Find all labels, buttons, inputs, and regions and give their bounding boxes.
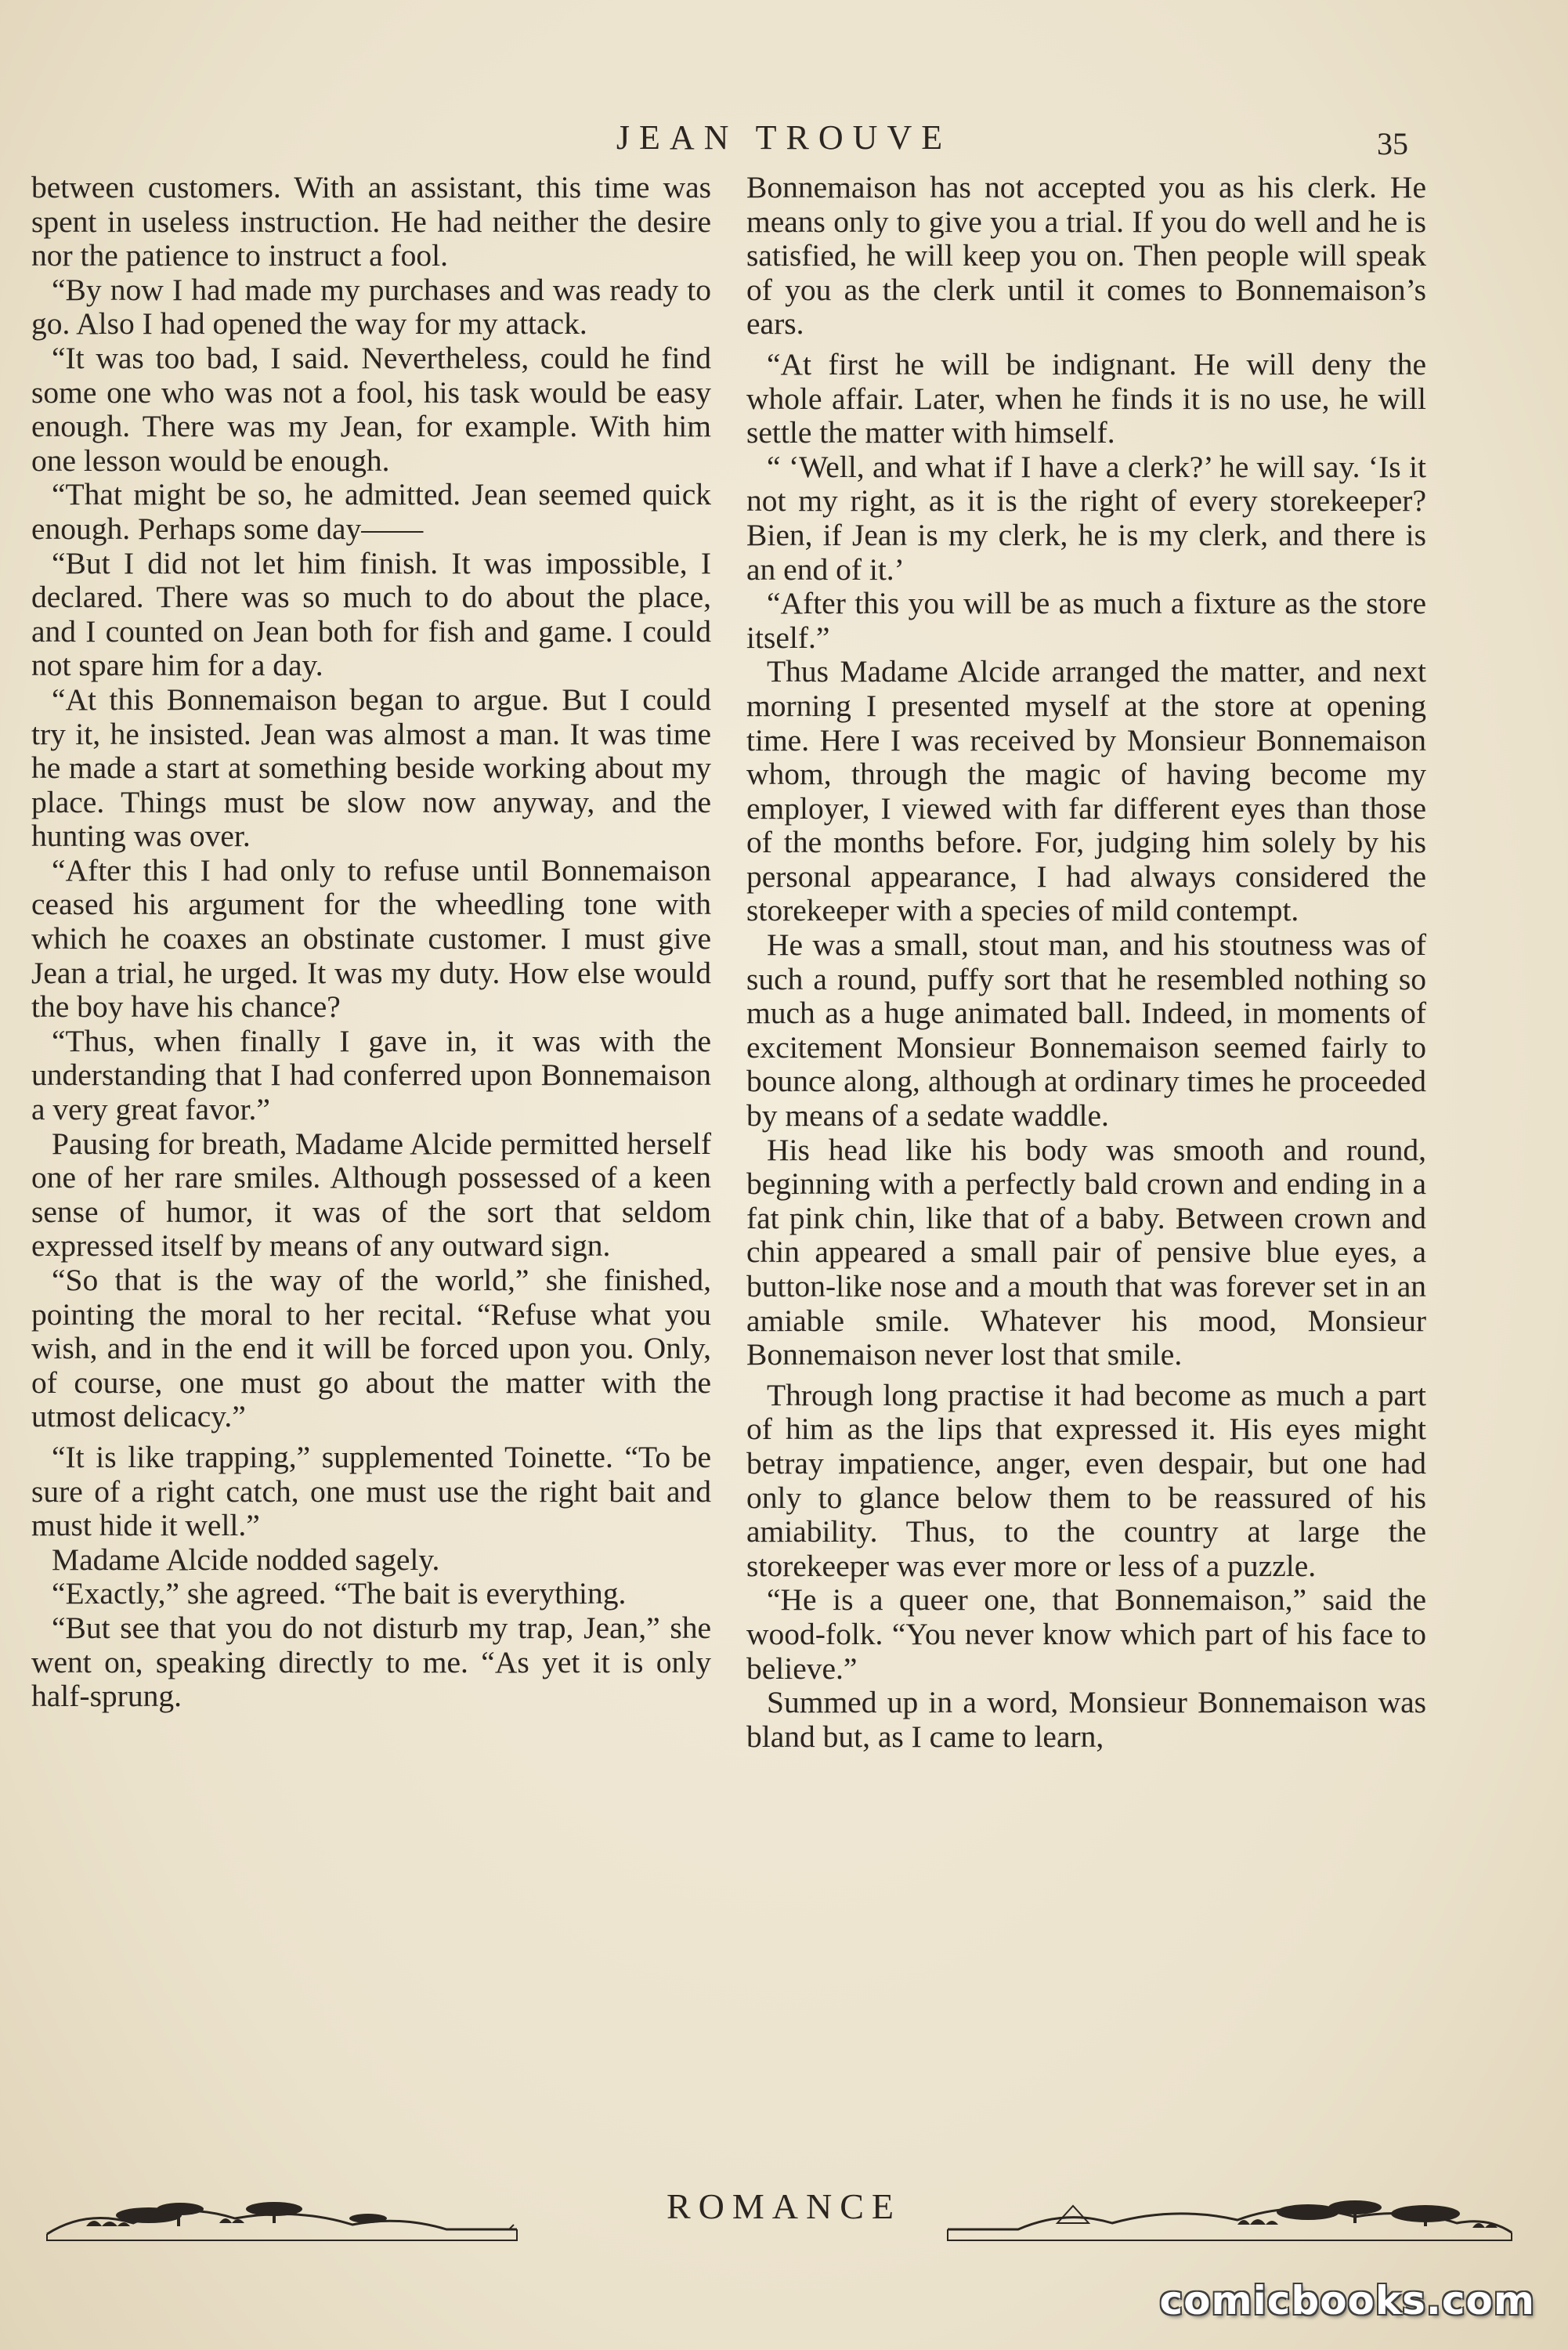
paragraph: “Thus, when finally I gave in, it was with the understanding that I had conferred upon Bonnemaison a very great favor.” [31,1023,711,1127]
paragraph: He was a small, stout man, and his stoutness was of such a round, puffy sort that he resembled nothing so much as a huge animated ball. Indeed, in moments of excitement Monsieur Bonnemaison seemed fairly to bounce along, although at ordinary times he proceeded by means of a sedate waddle. [746,927,1426,1133]
paragraph: between customers. With an assistant, this time was spent in useless instruction. He had neither the desire nor the patience to instruct a fool. [31,170,711,273]
paragraph: “By now I had made my purchases and was ready to go. Also I had opened the way for my attack. [31,272,711,342]
paragraph: “It was too bad, I said. Nevertheless, could he find some one who was not a fool, his task would be easy enough. There was my Jean, for example. With him one lesson would be enough. [31,340,711,478]
paragraph: His head like his body was smooth and round, beginning with a perfectly bald crown and ending in a fat pink chin, like that of a baby. Between crown and chin appeared a small pair of pensive blue eyes, a button-like nose and a mouth that was forever set in an amiable smile. Whatever his mood, Monsieur Bonnemaison never lost that smile. [746,1132,1426,1372]
paragraph: Through long practise it had become as much a part of him as the lips that expressed it. His eyes might betray impatience, anger, even despair, but one had only to glance below them to be reassured of his amiability. Thus, to the country at large the storekeeper was ever more or less of a puzzle. [746,1377,1426,1583]
paragraph: “But see that you do not disturb my trap, Jean,” she went on, speaking directly to me. “As yet it is only half-sprung. [31,1610,711,1714]
paragraph: “At first he will be indignant. He will deny the whole affair. Later, when he finds it is no use, he will settle the matter with himself. [746,346,1426,450]
paragraph: Madame Alcide nodded sagely. [52,1542,440,1577]
page-number: 35 [1377,126,1408,161]
page-footer [0,2162,1568,2248]
paragraph: “At this Bonnemaison began to argue. But I could try it, he insisted. Jean was almost a man. It was time he made a start at something beside working about my place. Things must be slow now anyway, and the hunting was over. [31,682,711,854]
paragraph: “Exactly,” she agreed. “The bait is everything. [52,1576,627,1611]
paragraph: Bonnemaison has not accepted you as his clerk. He means only to give you a trial. If you do well and he is satisfied, he will keep you on. Then people will speak of you as the clerk until it comes to Bonnemaison’s ears. [746,170,1426,342]
paragraph: “That might be so, he admitted. Jean seemed quick enough. Perhaps some day—— [31,477,711,546]
landscape-vignette-right [940,2178,1519,2248]
watermark-logo: comicbooks.com [1159,2278,1535,2323]
magazine-title: ROMANCE [666,2186,902,2226]
paragraph: Summed up in a word, Monsieur Bonnemaison was bland but, as I came to learn, [746,1685,1426,1754]
paragraph: “After this you will be as much a fixture as the store itself.” [746,586,1426,655]
right-column [746,171,1426,1754]
paragraph: Pausing for breath, Madame Alcide permitted herself one of her rare smiles. Although possessed of a keen sense of humor, it was of the sort that seldom expressed itself by means of any outward sign. [31,1126,711,1264]
left-column [31,171,711,1714]
paragraph: “So that is the way of the world,” she finished, pointing the moral to her recital. “Refuse what you wish, and in the end it will be forced upon you. Only, of course, one must go about the matter with the utmost delicacy.” [31,1263,711,1434]
running-head: JEAN TROUVE [616,118,952,157]
paragraph: “After this I had only to refuse until Bonnemaison ceased his argument for the wheedling tone with which he coaxes an obstinate customer. I must give Jean a trial, he urged. It was my duty. How else would the boy have his chance? [31,852,711,1025]
paragraph: “ ‘Well, and what if I have a clerk?’ he will say. ‘Is it not my right, as it is the right of every storekeeper? Bien, if Jean is my clerk, he is my clerk, and there is an end of it.’ [746,449,1426,587]
paragraph: “He is a queer one, that Bonnemaison,” said the wood-folk. “You never know which part of his face to believe.” [746,1582,1426,1686]
paragraph: “But I did not let him finish. It was impossible, I declared. There was so much to do about the place, and I counted on Jean both for fish and game. I could not spare him for a day. [31,545,711,683]
paragraph: “It is like trapping,” supplemented Toinette. “To be sure of a right catch, one must use the right bait and must hide it well.” [31,1439,711,1543]
paragraph: Thus Madame Alcide arranged the matter, and next morning I presented myself at the store at opening time. Here I was received by Monsieur Bonnemaison whom, through the magic of having become my employer, I viewed with far different eyes than those of the months before. For, judging him solely by his personal appearance, I had always considered the storekeeper with a species of mild contempt. [746,654,1426,928]
